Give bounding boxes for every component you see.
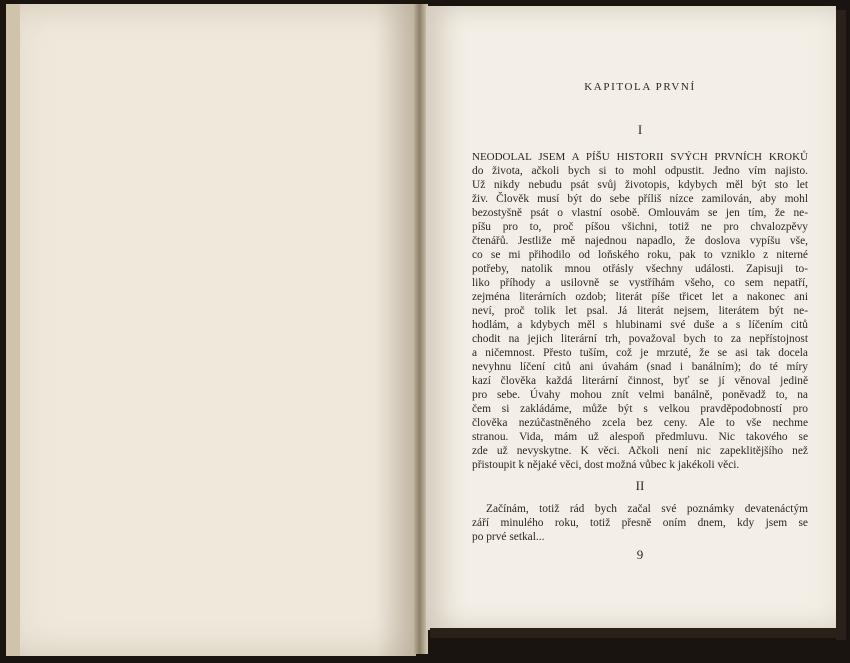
paragraph-line: čem si zakládáme, může být s velkou pravděpodobností pro xyxy=(472,403,808,415)
paragraph-line: píšu pro to, proč píšou všichni, totiž ne pro chvalozpěvy xyxy=(472,221,808,233)
paragraph-line: bezostyšně psát o vlastní osobě. Omlouvám se jen tím, že ne- xyxy=(472,207,808,219)
section-number-one: I xyxy=(637,122,643,137)
right-text-page xyxy=(426,6,836,630)
paragraph-line: člověka nezúčastněného zcela bez ceny. Ale to vše nechme xyxy=(472,417,808,429)
paragraph-line: nevyhnu líčení citů ani úvahám (snad i banálním); do té míry xyxy=(472,361,808,373)
paragraph-line: po prvé setkal... xyxy=(472,531,545,543)
paragraph-line: stranou. Vida, mám už alespoň předmluvu. Nic takového se xyxy=(472,431,808,443)
paragraph-line: liko příhody a usilovně se vystříhám všeho, co sem nepatří, xyxy=(472,277,808,289)
page-edge-shadow xyxy=(836,10,846,640)
paragraph-line: přistoupit k nějaké věci, dost možná vůbec k jakékoli věci. xyxy=(472,459,740,471)
paragraph-line: kazí člověka každá literární činnost, byť se jí věnoval jedině xyxy=(472,375,808,387)
left-blank-page xyxy=(6,4,416,656)
paragraph-line: a ničemnost. Přesto tuším, což je mrzuté, že se asi tak docela xyxy=(472,347,808,359)
paragraph-line: zde už nevyskytne. K věci. Ačkoli není nic zapeklitějšího než xyxy=(472,445,808,457)
paragraph-line: pro sebe. Úvahy mohou znít velmi banálně, poněvadž to, na xyxy=(472,389,808,401)
paragraph-line: živ. Člověk musí být do sebe příliš nízce zamilován, aby mohl xyxy=(472,193,808,205)
paragraph-line: chodit na jejich literární trh, považoval bych to za nepřístojnost xyxy=(472,333,808,345)
paragraph-line: potřeby, natolik mnou otřásly všechny události. Zapisuji to- xyxy=(472,263,808,275)
paragraph-line: NEODOLAL JSEM A PÍŠU HISTORII SVÝCH PRVNÍCH KROKŮ xyxy=(472,151,808,163)
paragraph-line: co se mi přihodilo od loňského roku, pak to vzniklo z niterné xyxy=(472,249,808,261)
paragraph-line: neví, proč tolik let psal. Já literát nejsem, literátem být ne- xyxy=(472,305,808,317)
paragraph-line: Začínám, totiž rád bych začal své poznámky devatenáctým xyxy=(486,503,808,515)
paragraph-line: zejména literárních ozdob; literát píše třicet let a nakonec ani xyxy=(472,291,808,303)
left-page-gutter-shadow xyxy=(376,4,416,656)
paragraph-line: do života, ačkoli bych si to mohl odpustit. Jedno vím najisto. xyxy=(472,165,808,177)
paragraph-line: září minulého roku, totiž přesně oním dnem, kdy jsem se xyxy=(472,517,808,529)
page-number: 9 xyxy=(636,547,644,562)
paragraph-line: čtenářů. Jestliže mě najednou napadlo, že doslova vypíšu vše, xyxy=(472,235,808,247)
section-number-two: II xyxy=(635,478,645,493)
paragraph-line: Už nikdy nebudu psát svůj životopis, kdybych měl být sto let xyxy=(472,179,808,191)
chapter-title: KAPITOLA PRVNÍ xyxy=(584,81,696,93)
page-bottom-shadow xyxy=(430,628,840,638)
paragraph-line: hodlám, a kdybych měl s hlubinami své duše a s líčením citů xyxy=(472,319,808,331)
